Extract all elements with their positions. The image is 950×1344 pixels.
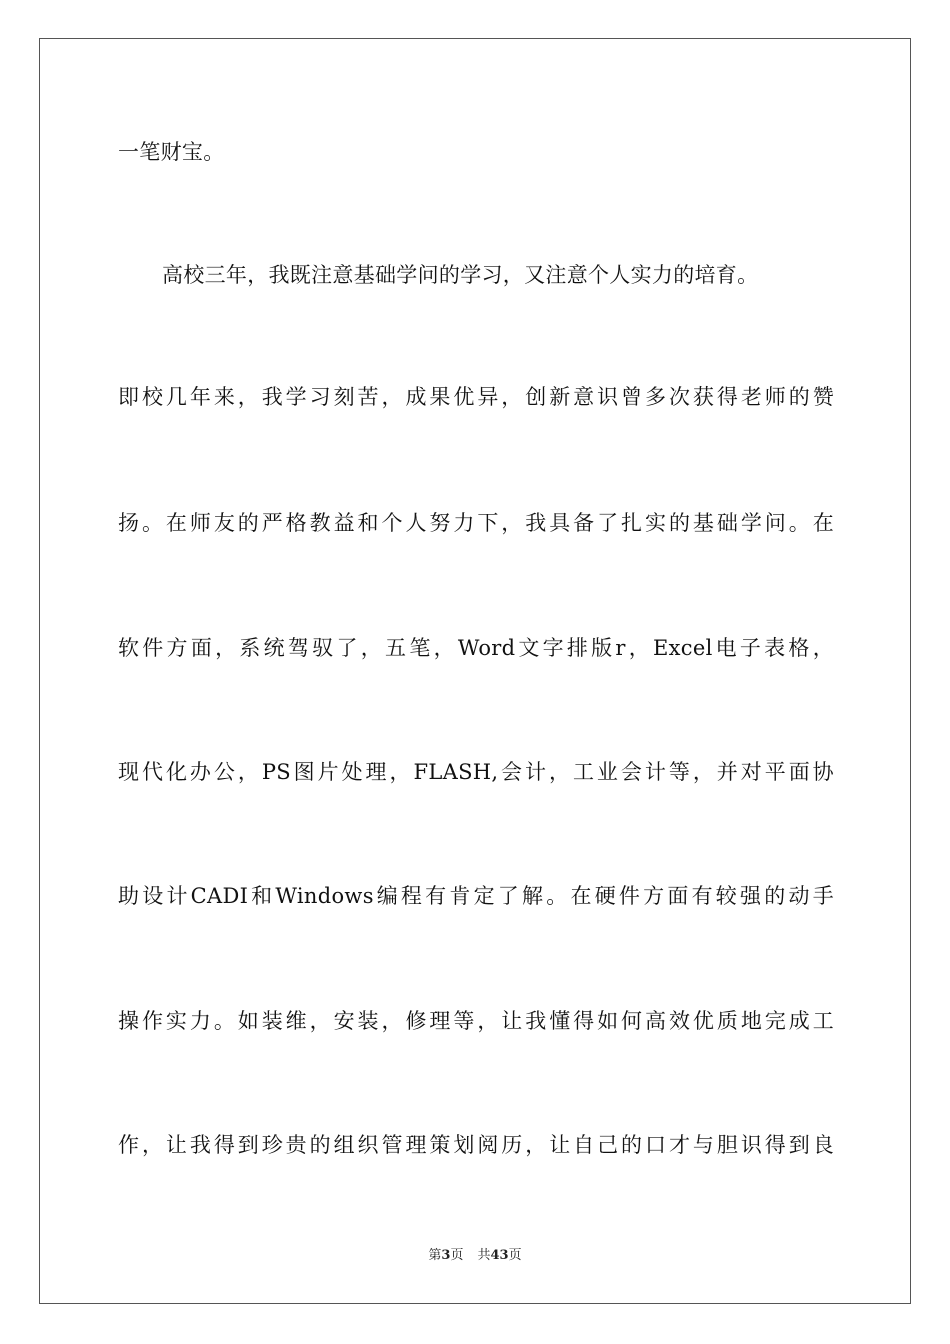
page-footer: [0, 1247, 950, 1265]
text-line-3: 即校几年来，我学习刻苦，成果优异，创新意识曾多次获得老师的赞: [118, 385, 834, 409]
total-page-count: 43: [490, 1248, 509, 1263]
page-label-prefix: 第: [428, 1248, 442, 1263]
page-label-suffix: 页: [450, 1248, 464, 1263]
text-line-6: 现代化办公，PS图片处理，FLASH,会计，工业会计等，并对平面协: [118, 760, 834, 784]
text-line-2: 高校三年，我既注意基础学问的学习，又注意个人实力的培育。: [162, 263, 759, 287]
text-line-4: 扬。在师友的严格教益和个人努力下，我具备了扎实的基础学问。在: [118, 511, 834, 535]
page-border: [39, 38, 911, 1304]
text-line-9: 作，让我得到珍贵的组织管理策划阅历，让自己的口才与胆识得到良: [118, 1133, 834, 1157]
text-line-7: 助设计CADI和Windows编程有肯定了解。在硬件方面有较强的动手: [118, 884, 834, 908]
text-line-5: 软件方面，系统驾驭了，五笔，Word文字排版r，Excel电子表格，: [118, 636, 834, 660]
total-label-prefix: 共: [477, 1248, 491, 1263]
text-line-1: 一笔财宝。: [118, 140, 225, 164]
total-label-suffix: 页: [508, 1248, 522, 1263]
text-line-8: 操作实力。如装维，安装，修理等，让我懂得如何高效优质地完成工: [118, 1009, 834, 1033]
current-page-number: 3: [441, 1248, 451, 1263]
